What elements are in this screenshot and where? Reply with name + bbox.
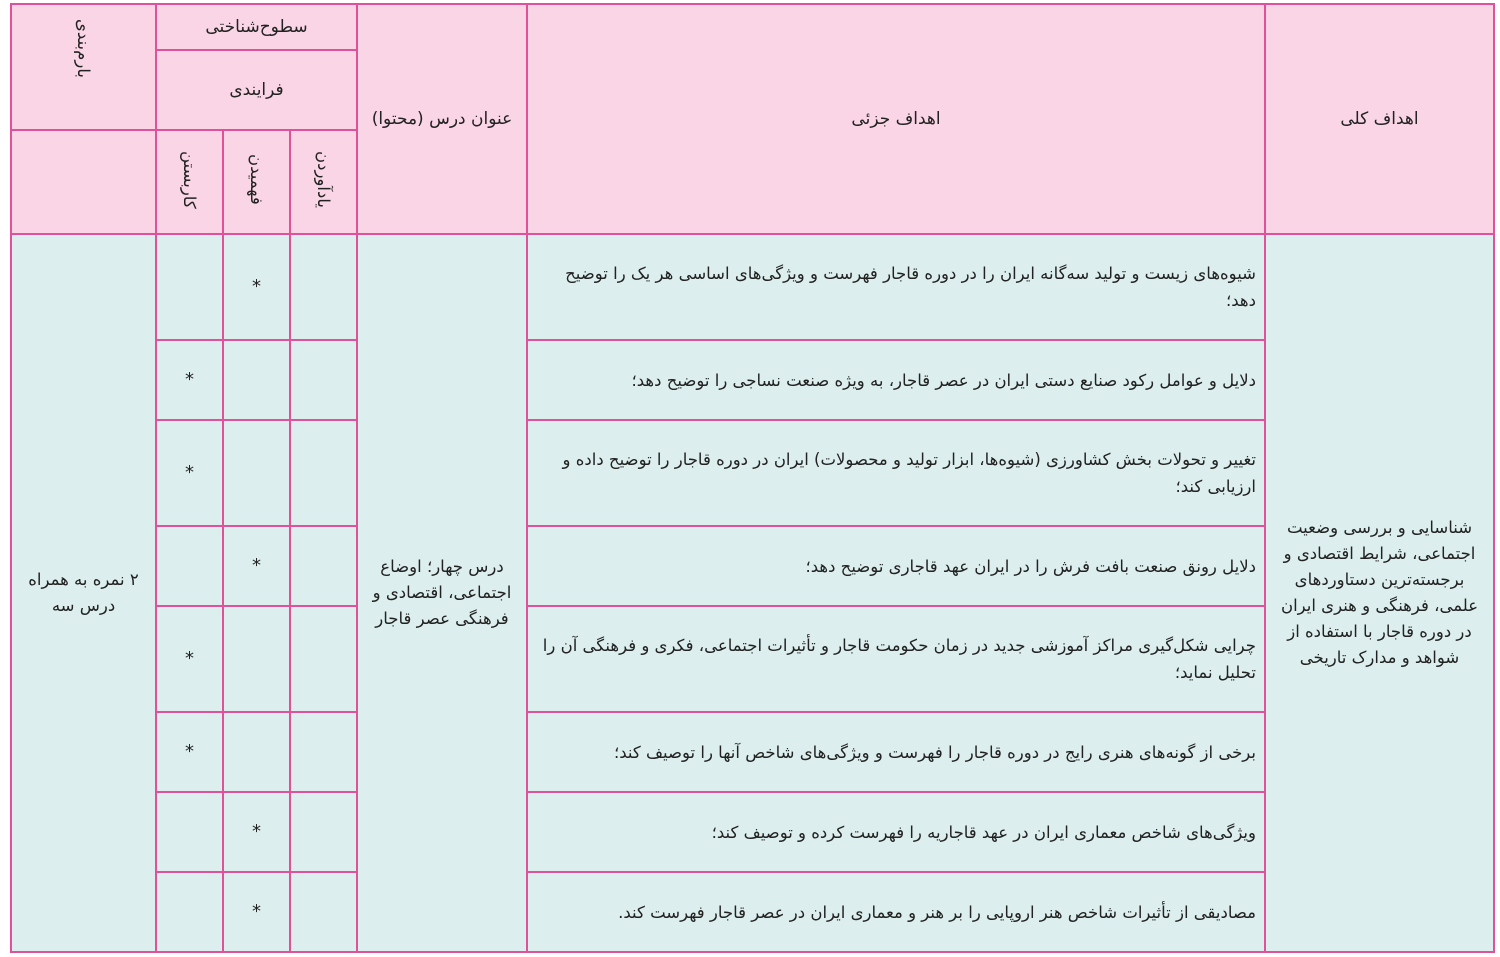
objective-row-6-understand: [223, 712, 290, 792]
understand-header-label: فهمیدن: [247, 154, 266, 205]
objective-row-8-text: مصادیقی از تأثیرات شاخص هنر اروپایی را بر هنر و معماری ایران در عصر قاجار فهرست کند.: [527, 872, 1265, 952]
star-mark: *: [252, 276, 261, 297]
objective-row-7-apply: [156, 792, 223, 872]
star-mark: *: [185, 462, 194, 483]
objective-row-4-apply: [156, 526, 223, 606]
star-mark: *: [252, 901, 261, 922]
objective-row-3-text: تغییر و تحولات بخش کشاورزی (شیوه‌ها، ابزار تولید و محصولات) ایران در دوره قاجار را توضیح داده و ارزیابی کند؛: [527, 420, 1265, 526]
objective-row-2-apply: [156, 340, 223, 420]
star-mark: *: [185, 369, 194, 390]
scoring-header: [11, 4, 156, 130]
general-goal-cell: شناسایی و بررسی وضعیت اجتماعی، شرایط اقتصادی و برجسته‌ترین دستاوردهای علمی، فرهنگی و هنری ایران در دوره قاجار با استفاده از شواهد و مدارک تاریخی: [1265, 234, 1494, 952]
score-cell: ۲ نمره به همراه درس سه: [11, 234, 156, 952]
objective-row-2-understand: [223, 340, 290, 420]
objective-row-1-text: شیوه‌های زیست و تولید سه‌گانه ایران را در دوره قاجار فهرست و ویژگی‌های اساسی هر یک را توضیح دهد؛: [527, 234, 1265, 340]
objective-row-7-understand: [223, 792, 290, 872]
apply-header-label: کاربستن: [180, 150, 199, 209]
objective-row-8-understand: [223, 872, 290, 952]
lesson-title-header: عنوان درس (محتوا): [357, 4, 527, 234]
objective-row-5-remember: [290, 606, 357, 712]
objective-row-2-text: دلایل و عوامل رکود صنایع دستی ایران در عصر قاجار، به ویژه صنعت نساجی را توضیح دهد؛: [527, 340, 1265, 420]
lesson-cell: درس چهار؛ اوضاع اجتماعی، اقتصادی و فرهنگی عصر قاجار: [357, 234, 527, 952]
process-header: فرایندی: [156, 50, 357, 130]
scoring-header-label: بارم‌بندی: [74, 19, 93, 78]
objective-row-2-remember: [290, 340, 357, 420]
objective-row-4-understand: [223, 526, 290, 606]
remember-header-label: یادآوردن: [314, 151, 333, 208]
star-mark: *: [185, 648, 194, 669]
objective-row-3-remember: [290, 420, 357, 526]
star-mark: *: [185, 741, 194, 762]
objective-row-8-apply: [156, 872, 223, 952]
objective-row-1-remember: [290, 234, 357, 340]
objective-row-5-text: چرایی شکل‌گیری مراکز آموزشی جدید در زمان حکومت قاجار و تأثیرات اجتماعی، فکری و فرهنگی آن را تحلیل نماید؛: [527, 606, 1265, 712]
star-mark: *: [252, 555, 261, 576]
objective-row-4-remember: [290, 526, 357, 606]
star-mark: *: [252, 821, 261, 842]
cognitive-levels-header: سطوح‌شناختی: [156, 4, 357, 50]
understand-header: [223, 130, 290, 234]
objective-row-6-text: برخی از گونه‌های هنری رایج در دوره قاجار را فهرست و ویژگی‌های شاخص آنها را توصیف کند؛: [527, 712, 1265, 792]
objective-row-1-understand: [223, 234, 290, 340]
apply-header: [156, 130, 223, 234]
remember-header: [290, 130, 357, 234]
objective-row-8-remember: [290, 872, 357, 952]
objective-row-5-apply: [156, 606, 223, 712]
objective-row-6-remember: [290, 712, 357, 792]
curriculum-table: [10, 3, 1495, 953]
scoring-header-empty-cell: [11, 130, 156, 234]
curriculum-table-wrapper: [10, 3, 1495, 953]
objective-row-6-apply: [156, 712, 223, 792]
objective-row-1-apply: [156, 234, 223, 340]
objective-row-7-remember: [290, 792, 357, 872]
general-goals-header: اهداف کلی: [1265, 4, 1494, 234]
objective-row-3-apply: [156, 420, 223, 526]
objective-row-3-understand: [223, 420, 290, 526]
partial-goals-header: اهداف جزئی: [527, 4, 1265, 234]
objective-row-4-text: دلایل رونق صنعت بافت فرش را در ایران عهد قاجاری توضیح دهد؛: [527, 526, 1265, 606]
objective-row-5-understand: [223, 606, 290, 712]
objective-row-7-text: ویژگی‌های شاخص معماری ایران در عهد قاجاریه را فهرست کرده و توصیف کند؛: [527, 792, 1265, 872]
